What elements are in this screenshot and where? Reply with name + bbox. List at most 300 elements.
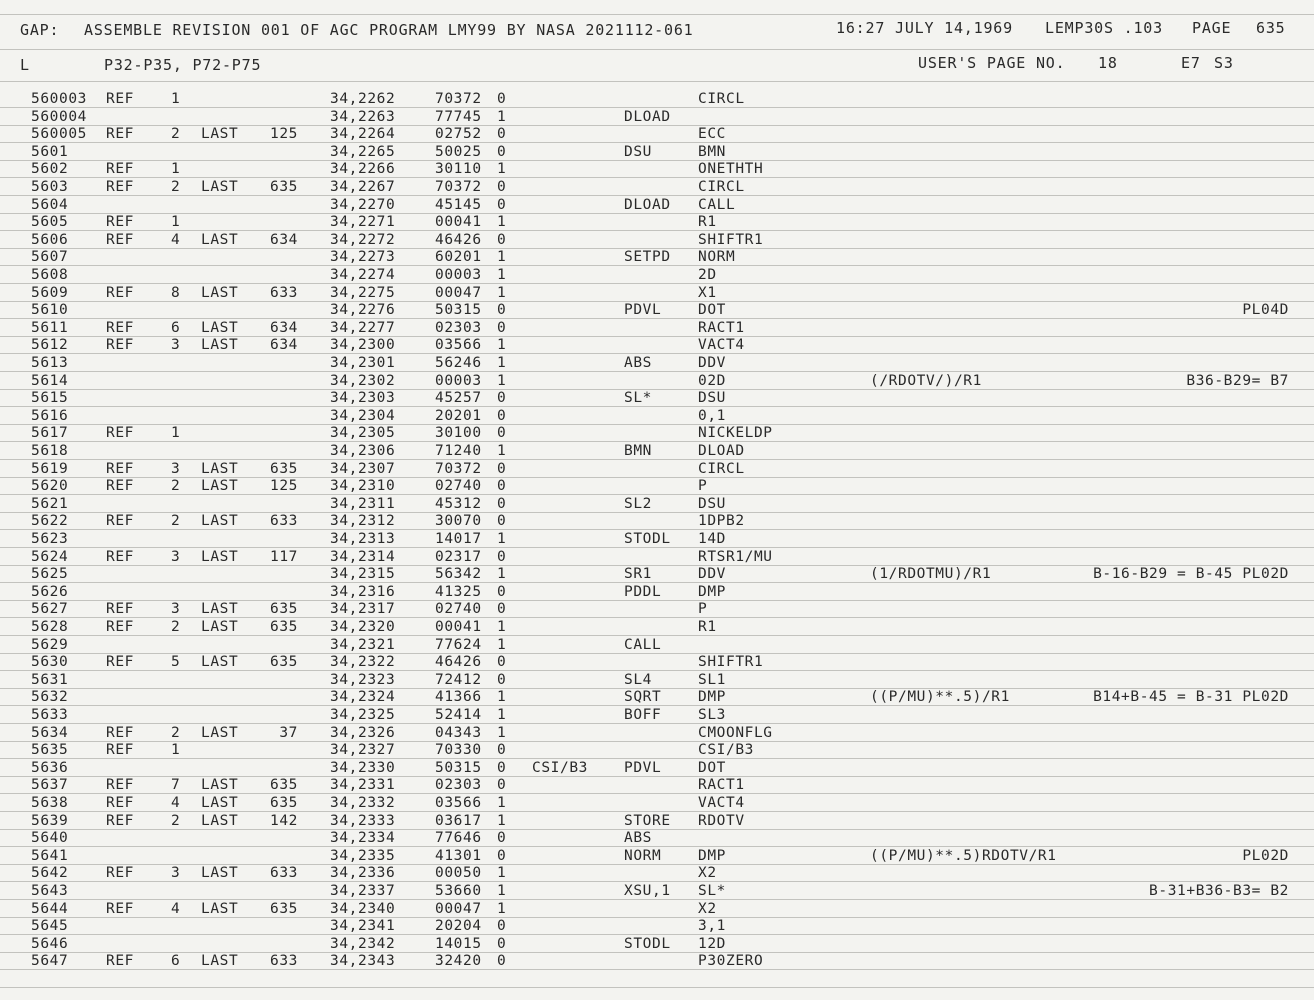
- octal-word: 60201: [435, 249, 482, 265]
- page-rule: [0, 494, 1314, 495]
- operand: DOT: [698, 760, 726, 776]
- page-rule: [0, 195, 1314, 196]
- ref-marker: REF: [106, 126, 134, 142]
- last-page: 635: [270, 179, 298, 195]
- last-page: 635: [270, 795, 298, 811]
- last-marker: LAST: [201, 813, 239, 829]
- line-number: 5638: [31, 795, 69, 811]
- parity-bit: 1: [497, 865, 507, 881]
- address: 34,2330: [330, 760, 396, 776]
- address: 34,2325: [330, 707, 396, 723]
- address: 34,2305: [330, 425, 396, 441]
- parity-bit: 1: [497, 531, 507, 547]
- octal-word: 70330: [435, 742, 482, 758]
- ref-count: 1: [171, 742, 181, 758]
- octal-word: 41301: [435, 848, 482, 864]
- page-rule: [0, 283, 1314, 284]
- parity-bit: 1: [497, 637, 507, 653]
- octal-word: 00050: [435, 865, 482, 881]
- page-rule: [0, 987, 1314, 988]
- ref-marker: REF: [106, 513, 134, 529]
- operand: 2D: [698, 267, 717, 283]
- line-number: 5622: [31, 513, 69, 529]
- operand: 12D: [698, 936, 726, 952]
- operand: RDOTV: [698, 813, 745, 829]
- last-marker: LAST: [201, 953, 239, 969]
- page-number: 635: [1256, 19, 1286, 37]
- operand: SL3: [698, 707, 726, 723]
- line-number: 5644: [31, 901, 69, 917]
- opcode: SR1: [624, 566, 652, 582]
- parity-bit: 1: [497, 795, 507, 811]
- last-marker: LAST: [201, 725, 239, 741]
- parity-bit: 1: [497, 566, 507, 582]
- operand: DMP: [698, 848, 726, 864]
- octal-word: 32420: [435, 953, 482, 969]
- octal-word: 77646: [435, 830, 482, 846]
- operand: ECC: [698, 126, 726, 142]
- page-rule: [0, 459, 1314, 460]
- operand: P: [698, 601, 708, 617]
- last-page: 635: [270, 619, 298, 635]
- parity-bit: 1: [497, 161, 507, 177]
- line-number: 5615: [31, 390, 69, 406]
- ref-marker: REF: [106, 425, 134, 441]
- comment: ((P/MU)**.5)RDOTV/R1: [870, 848, 1057, 864]
- ref-count: 2: [171, 513, 181, 529]
- operand: RACT1: [698, 777, 745, 793]
- code-label: CSI/B3: [532, 760, 588, 776]
- line-number: 5603: [31, 179, 69, 195]
- page-rule: [0, 512, 1314, 513]
- page-rule: [0, 741, 1314, 742]
- ref-marker: REF: [106, 654, 134, 670]
- address: 34,2326: [330, 725, 396, 741]
- operand: 14D: [698, 531, 726, 547]
- ref-count: 7: [171, 777, 181, 793]
- operand: SL*: [698, 883, 726, 899]
- octal-word: 20204: [435, 918, 482, 934]
- page-label: PAGE: [1192, 19, 1232, 37]
- parity-bit: 1: [497, 355, 507, 371]
- ref-count: 1: [171, 425, 181, 441]
- operand: DDV: [698, 355, 726, 371]
- line-number: 5645: [31, 918, 69, 934]
- line-number: 5613: [31, 355, 69, 371]
- opcode: PDVL: [624, 760, 662, 776]
- ref-marker: REF: [106, 161, 134, 177]
- octal-word: 02752: [435, 126, 482, 142]
- octal-word: 00047: [435, 285, 482, 301]
- line-number: 5611: [31, 320, 69, 336]
- parity-bit: 0: [497, 144, 507, 160]
- octal-word: 46426: [435, 654, 482, 670]
- octal-word: 50025: [435, 144, 482, 160]
- operand: DMP: [698, 584, 726, 600]
- ref-count: 3: [171, 549, 181, 565]
- address: 34,2342: [330, 936, 396, 952]
- scaling-note: B-31+B36-B3= B2: [1149, 883, 1289, 899]
- address: 34,2343: [330, 953, 396, 969]
- timestamp: 16:27 JULY 14,1969: [836, 19, 1013, 37]
- address: 34,2263: [330, 109, 396, 125]
- line-number: 5602: [31, 161, 69, 177]
- address: 34,2311: [330, 496, 396, 512]
- line-number: 5640: [31, 830, 69, 846]
- page-rule: [0, 969, 1314, 970]
- address: 34,2341: [330, 918, 396, 934]
- ref-marker: REF: [106, 619, 134, 635]
- opcode: PDVL: [624, 302, 662, 318]
- operand: 02D: [698, 373, 726, 389]
- line-number: 5618: [31, 443, 69, 459]
- parity-bit: 0: [497, 179, 507, 195]
- operand: CMOONFLG: [698, 725, 773, 741]
- address: 34,2337: [330, 883, 396, 899]
- address: 34,2336: [330, 865, 396, 881]
- parity-bit: 0: [497, 584, 507, 600]
- ref-marker: REF: [106, 901, 134, 917]
- last-page: 125: [270, 478, 298, 494]
- address: 34,2331: [330, 777, 396, 793]
- opcode: DLOAD: [624, 197, 671, 213]
- parity-bit: 0: [497, 760, 507, 776]
- parity-bit: 0: [497, 953, 507, 969]
- address: 34,2276: [330, 302, 396, 318]
- operand: DOT: [698, 302, 726, 318]
- ref-count: 8: [171, 285, 181, 301]
- opcode: ABS: [624, 830, 652, 846]
- page-rule: [0, 793, 1314, 794]
- line-number: 5609: [31, 285, 69, 301]
- parity-bit: 1: [497, 249, 507, 265]
- page-rule: [0, 81, 1314, 82]
- page-rule: [0, 336, 1314, 337]
- octal-word: 00047: [435, 901, 482, 917]
- last-page: 633: [270, 953, 298, 969]
- users-page-label: USER'S PAGE NO.: [918, 54, 1066, 72]
- last-page: 635: [270, 461, 298, 477]
- line-number: 5629: [31, 637, 69, 653]
- ref-marker: REF: [106, 549, 134, 565]
- line-number: 5632: [31, 689, 69, 705]
- comment: (1/RDOTMU)/R1: [870, 566, 992, 582]
- last-page: 633: [270, 285, 298, 301]
- program-range: P32-P35, P72-P75: [104, 56, 262, 74]
- ref-count: 1: [171, 214, 181, 230]
- line-number: 5604: [31, 197, 69, 213]
- scaling-note: PL02D: [1242, 848, 1289, 864]
- line-number: 560005: [31, 126, 87, 142]
- octal-word: 70372: [435, 91, 482, 107]
- page-rule: [0, 846, 1314, 847]
- address: 34,2332: [330, 795, 396, 811]
- page-rule: [0, 107, 1314, 108]
- octal-word: 14015: [435, 936, 482, 952]
- parity-bit: 0: [497, 830, 507, 846]
- parity-bit: 1: [497, 725, 507, 741]
- ref-count: 3: [171, 337, 181, 353]
- line-number: 5639: [31, 813, 69, 829]
- opcode: SL4: [624, 672, 652, 688]
- parity-bit: 1: [497, 813, 507, 829]
- octal-word: 02317: [435, 549, 482, 565]
- parity-bit: 0: [497, 232, 507, 248]
- address: 34,2323: [330, 672, 396, 688]
- last-page: 633: [270, 865, 298, 881]
- ref-count: 6: [171, 953, 181, 969]
- parity-bit: 0: [497, 496, 507, 512]
- line-number: 560003: [31, 91, 87, 107]
- parity-bit: 0: [497, 549, 507, 565]
- octal-word: 77745: [435, 109, 482, 125]
- octal-word: 56246: [435, 355, 482, 371]
- octal-word: 02740: [435, 601, 482, 617]
- ref-marker: REF: [106, 320, 134, 336]
- parity-bit: 1: [497, 689, 507, 705]
- address: 34,2327: [330, 742, 396, 758]
- opcode: BMN: [624, 443, 652, 459]
- parity-bit: 0: [497, 848, 507, 864]
- parity-bit: 0: [497, 513, 507, 529]
- last-marker: LAST: [201, 126, 239, 142]
- operand: NICKELDP: [698, 425, 773, 441]
- octal-word: 53660: [435, 883, 482, 899]
- address: 34,2266: [330, 161, 396, 177]
- line-number: 5630: [31, 654, 69, 670]
- opcode: BOFF: [624, 707, 662, 723]
- line-number: 5610: [31, 302, 69, 318]
- line-number: 5606: [31, 232, 69, 248]
- octal-word: 00003: [435, 267, 482, 283]
- line-number: 5646: [31, 936, 69, 952]
- ref-marker: REF: [106, 91, 134, 107]
- address: 34,2274: [330, 267, 396, 283]
- octal-word: 30110: [435, 161, 482, 177]
- line-number: 5621: [31, 496, 69, 512]
- page-rule: [0, 353, 1314, 354]
- last-marker: LAST: [201, 461, 239, 477]
- e7-mark: E7: [1181, 54, 1201, 72]
- last-marker: LAST: [201, 795, 239, 811]
- octal-word: 46426: [435, 232, 482, 248]
- last-page: 633: [270, 513, 298, 529]
- line-number: 5636: [31, 760, 69, 776]
- scaling-note: B-16-B29 = B-45 PL02D: [1093, 566, 1289, 582]
- last-marker: LAST: [201, 777, 239, 793]
- parity-bit: 0: [497, 777, 507, 793]
- octal-word: 02303: [435, 777, 482, 793]
- page-rule: [0, 477, 1314, 478]
- last-marker: LAST: [201, 619, 239, 635]
- opcode: SETPD: [624, 249, 671, 265]
- parity-bit: 1: [497, 619, 507, 635]
- page-rule: [0, 389, 1314, 390]
- address: 34,2306: [330, 443, 396, 459]
- octal-word: 72412: [435, 672, 482, 688]
- address: 34,2300: [330, 337, 396, 353]
- octal-word: 71240: [435, 443, 482, 459]
- parity-bit: 0: [497, 742, 507, 758]
- parity-bit: 1: [497, 109, 507, 125]
- parity-bit: 0: [497, 654, 507, 670]
- ref-count: 2: [171, 725, 181, 741]
- operand: RTSR1/MU: [698, 549, 773, 565]
- last-marker: LAST: [201, 179, 239, 195]
- parity-bit: 0: [497, 197, 507, 213]
- ref-count: 2: [171, 478, 181, 494]
- last-marker: LAST: [201, 865, 239, 881]
- last-marker: LAST: [201, 232, 239, 248]
- octal-word: 45145: [435, 197, 482, 213]
- ref-count: 2: [171, 619, 181, 635]
- line-number: 5631: [31, 672, 69, 688]
- ref-count: 5: [171, 654, 181, 670]
- opcode: SL*: [624, 390, 652, 406]
- address: 34,2301: [330, 355, 396, 371]
- operand: P: [698, 478, 708, 494]
- parity-bit: 0: [497, 918, 507, 934]
- octal-word: 41325: [435, 584, 482, 600]
- ref-marker: REF: [106, 179, 134, 195]
- scaling-note: B14+B-45 = B-31 PL02D: [1093, 689, 1289, 705]
- operand: CIRCL: [698, 461, 745, 477]
- parity-bit: 1: [497, 707, 507, 723]
- page-rule: [0, 917, 1314, 918]
- last-page: 37: [279, 725, 298, 741]
- parity-bit: 1: [497, 267, 507, 283]
- opcode: DLOAD: [624, 109, 671, 125]
- octal-word: 50315: [435, 302, 482, 318]
- line-number: 5617: [31, 425, 69, 441]
- page-rule: [0, 424, 1314, 425]
- line-number: 5626: [31, 584, 69, 600]
- address: 34,2333: [330, 813, 396, 829]
- opcode: STODL: [624, 936, 671, 952]
- last-page: 634: [270, 320, 298, 336]
- address: 34,2324: [330, 689, 396, 705]
- page-rule: [0, 670, 1314, 671]
- last-marker: LAST: [201, 337, 239, 353]
- build-id: LEMP30S .103: [1045, 19, 1163, 37]
- page-rule: [0, 529, 1314, 530]
- address: 34,2275: [330, 285, 396, 301]
- last-marker: LAST: [201, 513, 239, 529]
- ref-marker: REF: [106, 337, 134, 353]
- octal-word: 30100: [435, 425, 482, 441]
- operand: CALL: [698, 197, 736, 213]
- scaling-note: PL04D: [1242, 302, 1289, 318]
- address: 34,2334: [330, 830, 396, 846]
- parity-bit: 1: [497, 373, 507, 389]
- ref-count: 4: [171, 795, 181, 811]
- s3-mark: S3: [1214, 54, 1234, 72]
- operand: VACT4: [698, 795, 745, 811]
- parity-bit: 0: [497, 126, 507, 142]
- ref-count: 6: [171, 320, 181, 336]
- parity-bit: 0: [497, 320, 507, 336]
- page-rule: [0, 49, 1314, 50]
- address: 34,2271: [330, 214, 396, 230]
- octal-word: 00041: [435, 619, 482, 635]
- address: 34,2262: [330, 91, 396, 107]
- last-page: 117: [270, 549, 298, 565]
- ref-marker: REF: [106, 285, 134, 301]
- page-rule: [0, 160, 1314, 161]
- line-number: 5620: [31, 478, 69, 494]
- opcode: STODL: [624, 531, 671, 547]
- page-rule: [0, 177, 1314, 178]
- page-rule: [0, 635, 1314, 636]
- operand: BMN: [698, 144, 726, 160]
- last-page: 634: [270, 232, 298, 248]
- octal-word: 02740: [435, 478, 482, 494]
- last-page: 635: [270, 601, 298, 617]
- left-mark: L: [20, 56, 30, 74]
- page-rule: [0, 881, 1314, 882]
- last-marker: LAST: [201, 601, 239, 617]
- last-marker: LAST: [201, 478, 239, 494]
- page-rule: [0, 934, 1314, 935]
- ref-marker: REF: [106, 813, 134, 829]
- last-marker: LAST: [201, 901, 239, 917]
- last-page: 142: [270, 813, 298, 829]
- page-rule: [0, 371, 1314, 372]
- line-number: 5616: [31, 408, 69, 424]
- scaling-note: B36-B29= B7: [1186, 373, 1289, 389]
- opcode: XSU,1: [624, 883, 671, 899]
- address: 34,2315: [330, 566, 396, 582]
- operand: SHIFTR1: [698, 232, 764, 248]
- line-number: 5643: [31, 883, 69, 899]
- ref-marker: REF: [106, 742, 134, 758]
- line-number: 5612: [31, 337, 69, 353]
- ref-marker: REF: [106, 725, 134, 741]
- address: 34,2267: [330, 179, 396, 195]
- parity-bit: 0: [497, 302, 507, 318]
- gap-label: GAP:: [20, 21, 60, 39]
- line-number: 5601: [31, 144, 69, 160]
- ref-count: 1: [171, 161, 181, 177]
- operand: P30ZERO: [698, 953, 764, 969]
- page-rule: [0, 617, 1314, 618]
- operand: CIRCL: [698, 91, 745, 107]
- ref-count: 3: [171, 601, 181, 617]
- opcode: STORE: [624, 813, 671, 829]
- operand: DMP: [698, 689, 726, 705]
- ref-count: 2: [171, 126, 181, 142]
- line-number: 5647: [31, 953, 69, 969]
- page-rule: [0, 758, 1314, 759]
- address: 34,2317: [330, 601, 396, 617]
- ref-count: 2: [171, 813, 181, 829]
- address: 34,2313: [330, 531, 396, 547]
- ref-marker: REF: [106, 232, 134, 248]
- octal-word: 70372: [435, 179, 482, 195]
- page-rule: [0, 230, 1314, 231]
- address: 34,2303: [330, 390, 396, 406]
- operand: 1DPB2: [698, 513, 745, 529]
- users-page-number: 18: [1098, 54, 1118, 72]
- parity-bit: 1: [497, 901, 507, 917]
- operand: 0,1: [698, 408, 726, 424]
- address: 34,2264: [330, 126, 396, 142]
- operand: SL1: [698, 672, 726, 688]
- opcode: CALL: [624, 637, 662, 653]
- operand: SHIFTR1: [698, 654, 764, 670]
- ref-count: 4: [171, 232, 181, 248]
- parity-bit: 0: [497, 936, 507, 952]
